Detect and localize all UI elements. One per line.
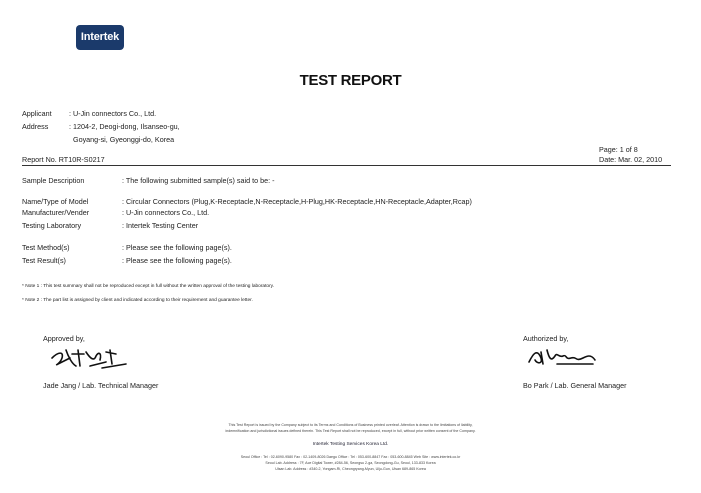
manufacturer-label: Manufacturer/Vender <box>22 208 90 217</box>
page-number: Page: 1 of 8 <box>599 145 638 154</box>
footer-disclaimer-2: indemnification and jurisdictional issues defined therein. This Test Report shall not be reproduced, except in full, without prior written consent of the Company. <box>225 429 476 433</box>
footer-company: Intertek Testing Services Korea Ltd. <box>312 442 389 447</box>
address-line2: Goyang-si, Gyeonggi-do, Korea <box>73 135 175 144</box>
test-method-value: : Please see the following page(s). <box>122 243 232 252</box>
report-number: Report No. RT10R-S0217 <box>22 155 105 164</box>
test-method-label: Test Method(s) <box>22 243 70 252</box>
approved-signature <box>50 346 130 370</box>
footer-seoul-office: Seoul Office : Tel : 02-6090-9580 Fax : 02-1409-8026 Daegu Office : Tel : 053-600-8847 Fax : 053-600-8845 Web Site : www.intertek.co.kr <box>240 455 461 459</box>
applicant-value: : U-Jin connectors Co., Ltd. <box>69 109 157 118</box>
page-title: TEST REPORT <box>299 72 402 89</box>
report-date: Date: Mar. 02, 2010 <box>599 155 663 164</box>
sample-label: Sample Description <box>22 176 85 185</box>
lab-label: Testing Laboratory <box>22 221 82 230</box>
approved-label: Approved by, <box>43 334 85 343</box>
sample-value: : The following submitted sample(s) said to be: - <box>122 176 275 185</box>
footer-ulsan-lab: Ulsan Lab. Address : #340-2, Yongam-Ri, Cheongryang-Myun, Ulju-Gun, Ulsan 689-865 Korea <box>275 467 426 471</box>
note-1: * Note 1 : This test summary shall not be reproduced except in full without the written approval of the testing laboratory. <box>22 284 275 289</box>
test-result-value: : Please see the following page(s). <box>122 256 232 265</box>
footer-disclaimer-1: This Test Report is issued by the Company subject to its Terms and Conditions of Business printed overleaf. Attention is drawn to the limitations of liability, <box>228 423 473 427</box>
model-value: : Circular Connectors (Plug,K-Receptacle,N-Receptacle,H-Plug,HK-Receptacle,HN-Receptacle,Adapter,Rcap) <box>122 197 472 206</box>
note-2: * Note 2 : The part list is assigned by client and indicated according to their requirement and guarantee letter. <box>22 298 253 303</box>
address-line1: : 1204-2, Deogi-dong, Ilsanseo-gu, <box>69 122 180 131</box>
authorized-signature <box>527 344 599 368</box>
address-label: Address <box>22 122 49 131</box>
footer-seoul-lab: Seoul Lab. Address : 7F, Ace Digital Tower, #284-56, Seongsu 2-ga, Seongdong-Gu, Seoul, 133-833 Korea <box>265 461 436 465</box>
intertek-logo: Intertek <box>76 25 124 50</box>
test-result-label: Test Result(s) <box>22 256 66 265</box>
manufacturer-value: : U-Jin connectors Co., Ltd. <box>122 208 210 217</box>
approved-name: Jade Jang / Lab. Technical Manager <box>43 381 159 390</box>
authorized-label: Authorized by, <box>523 334 569 343</box>
applicant-label: Applicant <box>22 109 52 118</box>
authorized-name: Bo Park / Lab. General Manager <box>523 381 627 390</box>
model-label: Name/Type of Model <box>22 197 89 206</box>
lab-value: : Intertek Testing Center <box>122 221 199 230</box>
header-divider <box>22 165 671 166</box>
